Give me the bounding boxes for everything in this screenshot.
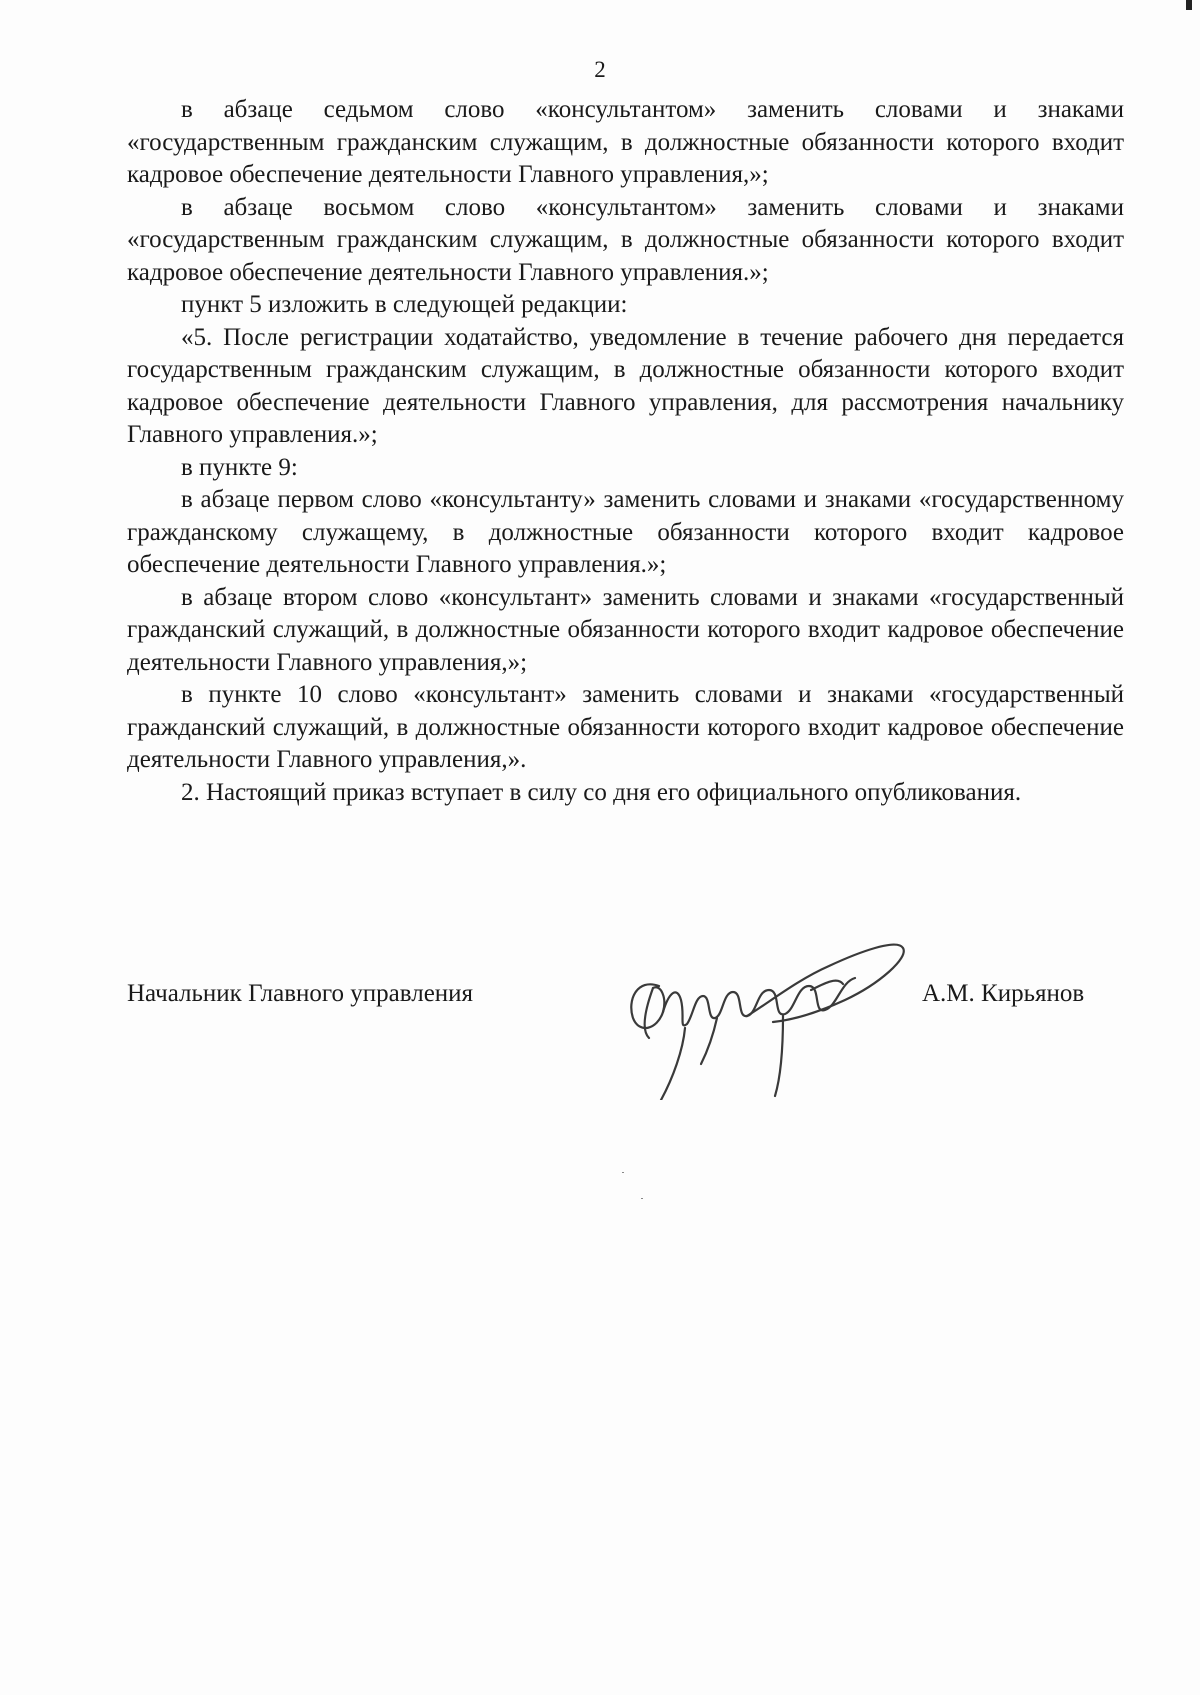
paragraph-5: в пункте 9: — [181, 453, 298, 481]
paragraph-3: пункт 5 изложить в следующей редакции: — [181, 291, 628, 318]
paragraph-7: в абзаце втором слово «консультант» заменить словами и знаками «государственный гражданский служащий, в должностные обязанности которого входит кадровое обеспечение деятельности Главного управления,»; — [127, 583, 1124, 676]
handwritten-signature — [597, 900, 917, 1100]
document-body — [127, 94, 1124, 809]
paragraph-6: в абзаце первом слово «консультанту» заменить словами и знаками «государственному гражданскому служащему, в должностные обязанности которого входит кадровое обеспечение деятельности Главного управления.»; — [127, 486, 1124, 578]
paragraph-2: в абзаце восьмом слово «консультантом» заменить словами и знаками «государственным гражданским служащим, в должностные обязанности которого входит кадровое обеспечение деятельности Главного управления.»; — [127, 193, 1124, 286]
scan-artifact-mark — [1186, 0, 1192, 10]
paragraph-9: 2. Настоящий приказ вступает в силу со дня его официального опубликования. — [181, 778, 1022, 806]
page-number: 2 — [594, 57, 606, 82]
signatory-position: Начальник Главного управления — [127, 980, 474, 1007]
signature-block — [127, 900, 1124, 1100]
paragraph-1: в абзаце седьмом слово «консультантом» заменить словами и знаками «государственным гражданским служащим, в должностные обязанности которого входит кадровое обеспечение деятельности Главного управления,»; — [127, 96, 1124, 188]
paragraph-4: «5. После регистрации ходатайство, уведомление в течение рабочего дня передается государственным гражданским служащим, в должностные обязанности которого входит кадровое обеспечение деятельности Главного управления, для рассмотрения начальнику Главного управления.»; — [127, 323, 1124, 448]
signatory-name: А.М. Кирьянов — [922, 980, 1085, 1007]
scan-speck — [641, 1198, 643, 1199]
scan-speck — [622, 1172, 624, 1173]
paragraph-8: в пункте 10 слово «консультант» заменить словами и знаками «государственный гражданский служащий, в должностные обязанности которого входит кадровое обеспечение деятельности Главного управления,». — [127, 681, 1124, 773]
